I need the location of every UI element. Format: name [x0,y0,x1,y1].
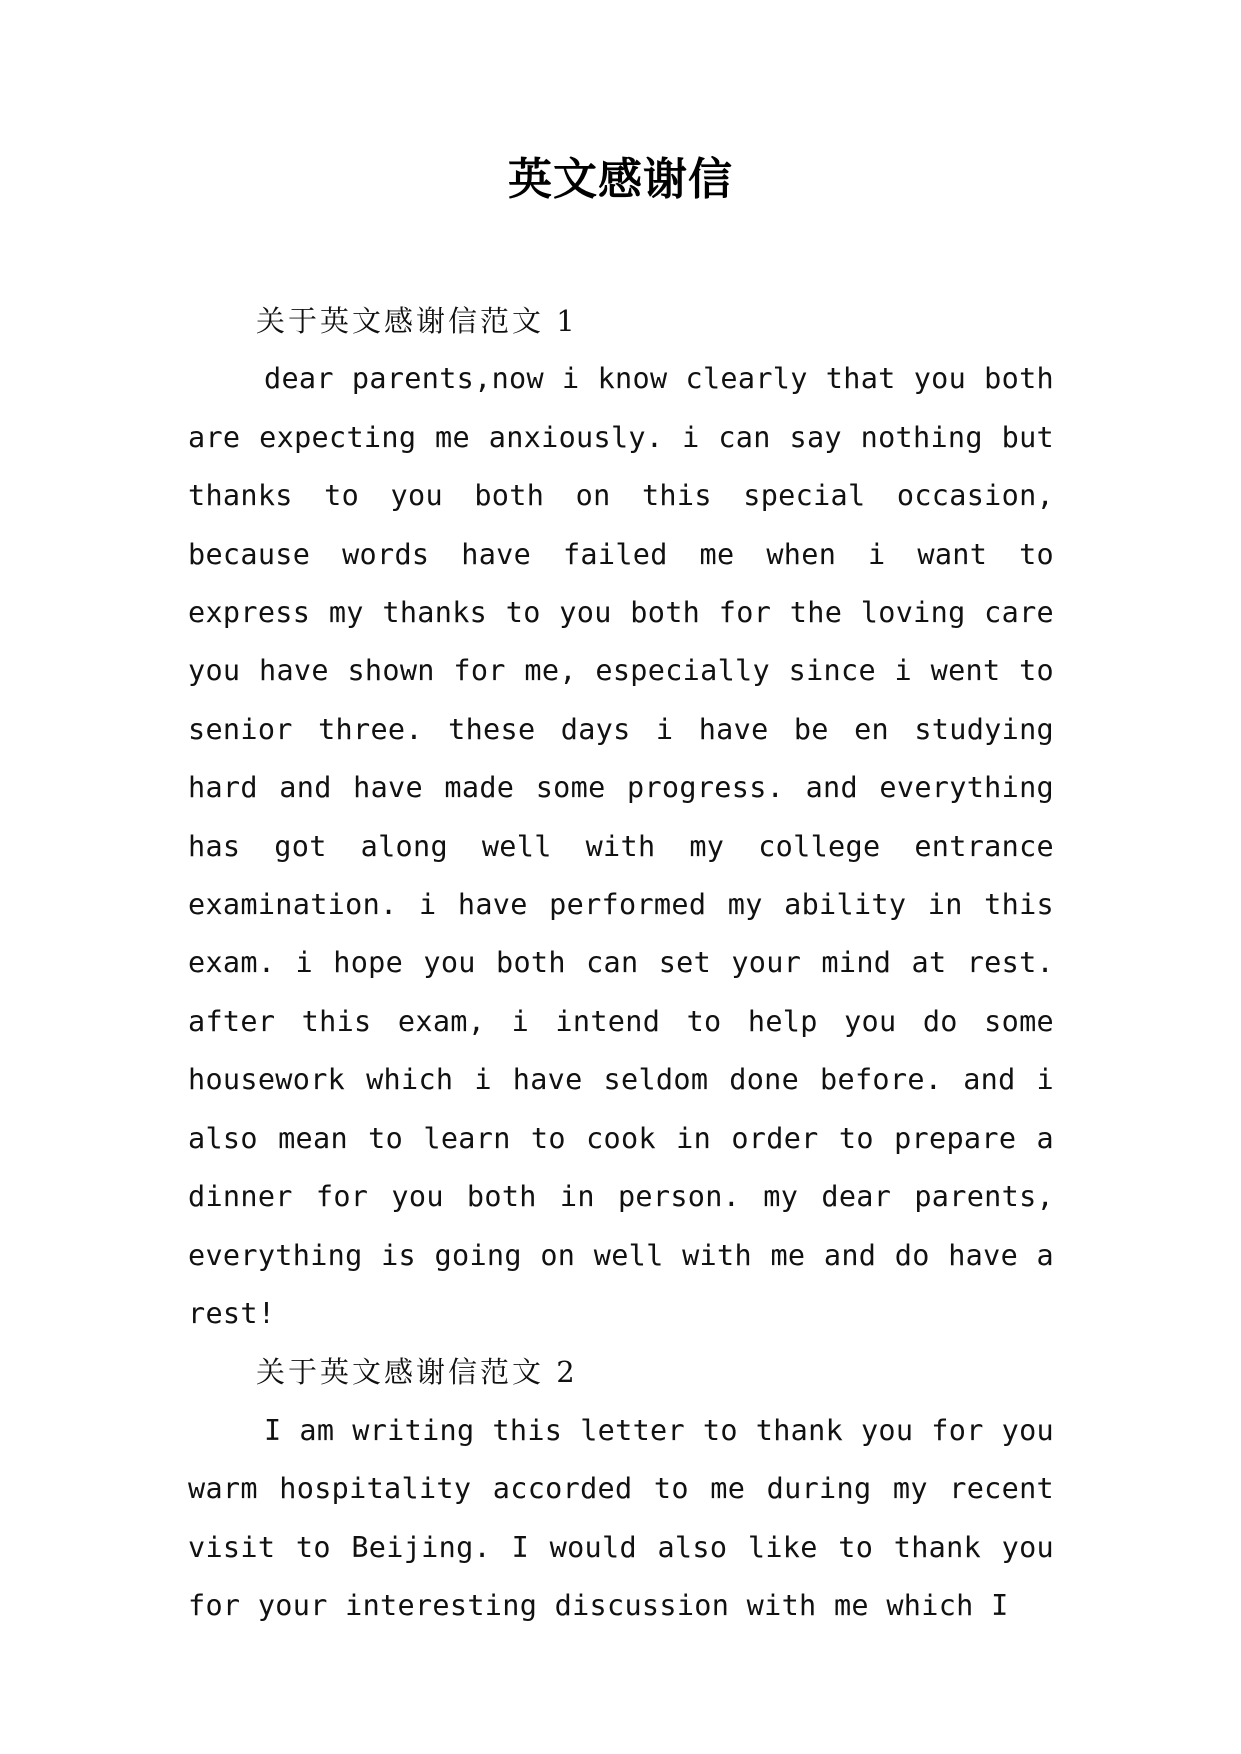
document-body [188,292,1054,1635]
section-paragraph-2: I am writing this letter to thank you for you warm hospitality accorded to me during my recent visit to Beijing. I would also like to thank you for your interesting discussion with me which I [188,1413,1054,1622]
section-heading-1: 关于英文感谢信范文 1 [256,304,578,338]
section-heading-2: 关于英文感谢信范文 2 [256,1355,578,1390]
document-title: 英文感谢信 [508,154,733,205]
section-paragraph-1: dear parents,now i know clearly that you both are expecting me anxiously. i can say nothing but thanks to you both on this special occasion, because words have failed me when i want to express my thanks to you both for the loving care you have shown for me, especially since i went to senior three. these days i have be en studying hard and have made some progress. and everything has got along well with my college entrance examination. i have performed my ability in this exam. i hope you both can set your mind at rest. after this exam, i intend to help you do some housework which i have seldom done before. and i also mean to learn to cook in order to prepare a dinner for you both in person. my dear parents, everything is going on well with me and do have a rest! [188,362,1054,1330]
